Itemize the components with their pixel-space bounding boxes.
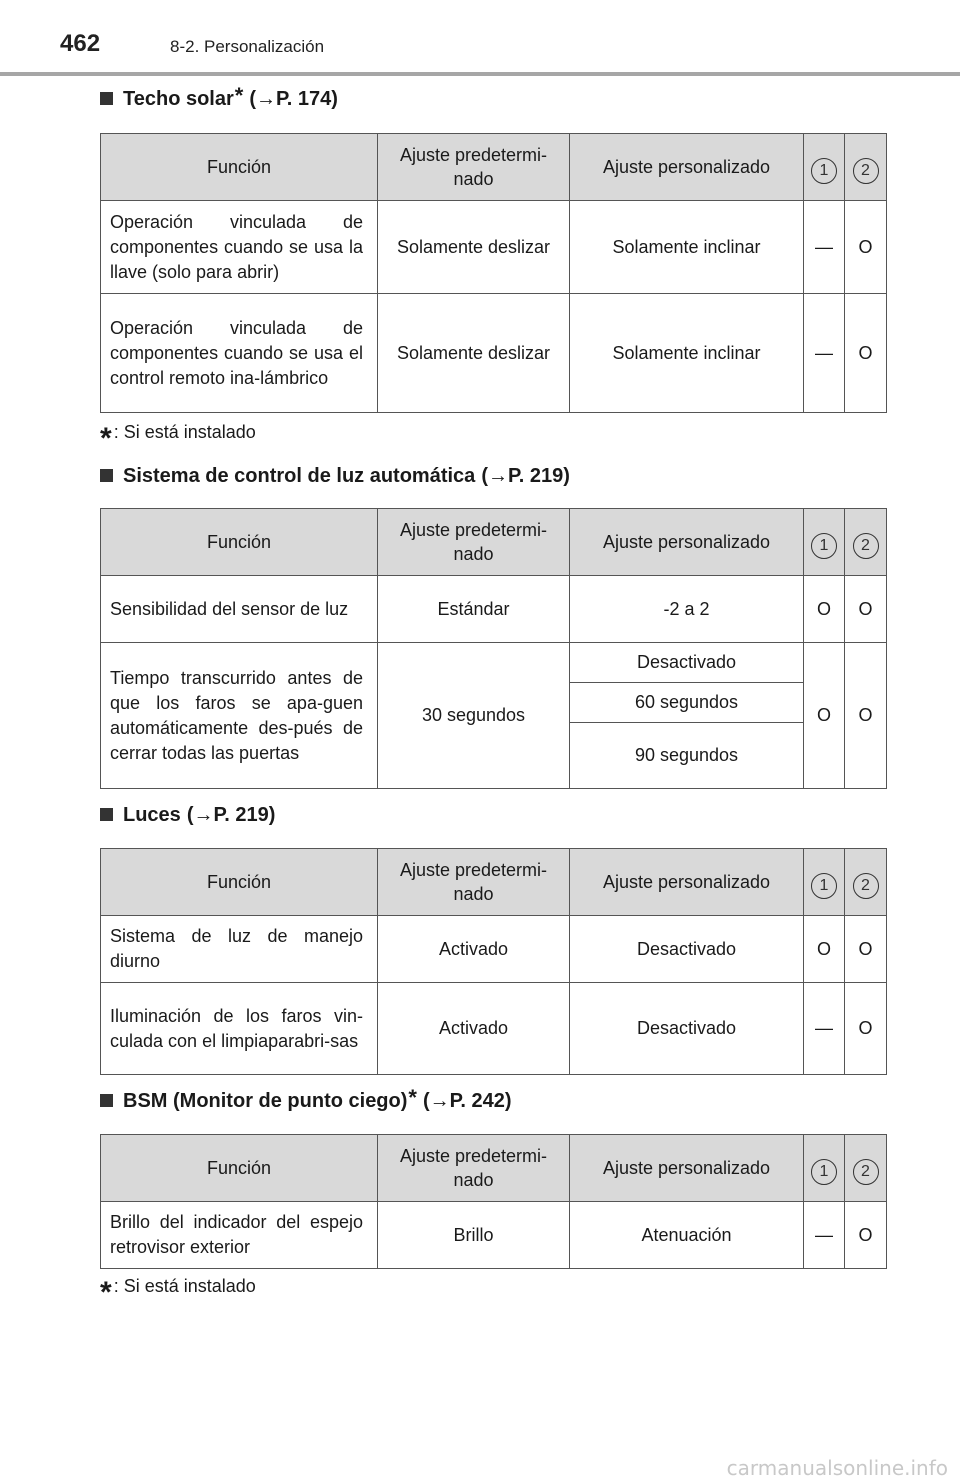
header-col2 <box>845 1135 887 1202</box>
header-col2 <box>845 509 887 576</box>
cell-custom: Desactivado <box>570 916 804 983</box>
settings-table-bsm <box>100 1134 887 1269</box>
section-heading-lights <box>100 804 275 827</box>
cell-custom-option: Desactivado <box>570 643 804 683</box>
square-bullet-icon <box>100 469 113 482</box>
circled-2-icon: 2 <box>853 533 879 559</box>
header-col1 <box>804 849 845 916</box>
table-row <box>101 294 887 413</box>
page-reference: (→P. 219) <box>481 465 570 487</box>
page-reference: (→P. 242) <box>422 1090 512 1112</box>
header-col2 <box>845 849 887 916</box>
cell-custom-option: 90 segundos <box>570 723 804 789</box>
header-col1 <box>804 1135 845 1202</box>
footnote <box>100 1276 256 1310</box>
cell-function: Iluminación de los faros vin-culada con el limpiaparabri-sas <box>101 983 378 1075</box>
table-row <box>101 1202 887 1269</box>
header-default: Ajuste predetermi-nado <box>378 134 570 201</box>
table-header-row <box>101 509 887 576</box>
cell-col2: O <box>845 983 887 1075</box>
table-row <box>101 576 887 643</box>
circled-2-icon: 2 <box>853 158 879 184</box>
header-custom: Ajuste personalizado <box>570 849 804 916</box>
circled-2-icon: 2 <box>853 873 879 899</box>
circled-1-icon: 1 <box>811 1159 837 1185</box>
square-bullet-icon <box>100 92 113 105</box>
header-rule <box>0 72 960 76</box>
asterisk-marker: * <box>100 422 112 455</box>
table-row <box>101 983 887 1075</box>
cell-function: Operación vinculada de componentes cuando se usa la llave (solo para abrir) <box>101 201 378 294</box>
table-row <box>101 916 887 983</box>
cell-default: Activado <box>378 983 570 1075</box>
footnote <box>100 422 256 456</box>
section-title: BSM (Monitor de punto ciego) <box>123 1090 408 1112</box>
cell-col1: — <box>804 294 845 413</box>
page-number: 462 <box>60 30 101 57</box>
cell-function: Sensibilidad del sensor de luz <box>101 576 378 643</box>
cell-col2: O <box>845 294 887 413</box>
cell-custom: Desactivado <box>570 983 804 1075</box>
page-reference: (→P. 174) <box>249 88 338 110</box>
section-title: Techo solar <box>123 88 234 110</box>
cell-function: Sistema de luz de manejo diurno <box>101 916 378 983</box>
header-default: Ajuste predetermi-nado <box>378 509 570 576</box>
cell-custom-option: 60 segundos <box>570 683 804 723</box>
section-heading-auto-light <box>100 465 570 488</box>
header-function: Función <box>101 509 378 576</box>
page-reference: (→P. 219) <box>186 804 276 826</box>
settings-table-auto-light <box>100 508 887 789</box>
header-function: Función <box>101 134 378 201</box>
square-bullet-icon <box>100 1094 113 1107</box>
cell-col1: O <box>804 916 845 983</box>
header-custom: Ajuste personalizado <box>570 134 804 201</box>
cell-function: Operación vinculada de componentes cuando se usa el control remoto ina-lámbrico <box>101 294 378 413</box>
section-title: Luces <box>123 804 181 826</box>
cell-col1: — <box>804 983 845 1075</box>
circled-2-icon: 2 <box>853 1159 879 1185</box>
cell-col1: — <box>804 1202 845 1269</box>
header-default: Ajuste predetermi-nado <box>378 849 570 916</box>
cell-default: Estándar <box>378 576 570 643</box>
cell-default: 30 segundos <box>378 643 570 789</box>
cell-col1: O <box>804 576 845 643</box>
cell-col2: O <box>845 201 887 294</box>
section-heading-bsm: BSM (Monitor de punto ciego) * (→P. 242) <box>100 1090 512 1113</box>
header-function: Función <box>101 849 378 916</box>
table-row <box>101 201 887 294</box>
section-heading-sunroof: Techo solar * (→P. 174) <box>100 88 338 111</box>
cell-col2: O <box>845 576 887 643</box>
settings-table-sunroof <box>100 133 887 413</box>
section-title: Sistema de control de luz automática <box>123 465 476 487</box>
header-col1 <box>804 134 845 201</box>
header-default: Ajuste predetermi-nado <box>378 1135 570 1202</box>
circled-1-icon: 1 <box>811 533 837 559</box>
cell-col2: O <box>845 916 887 983</box>
header-col1 <box>804 509 845 576</box>
table-row <box>101 643 887 683</box>
settings-table-lights <box>100 848 887 1075</box>
cell-custom: Solamente inclinar <box>570 294 804 413</box>
cell-col1: — <box>804 201 845 294</box>
cell-col2: O <box>845 1202 887 1269</box>
circled-1-icon: 1 <box>811 873 837 899</box>
header-function: Función <box>101 1135 378 1202</box>
cell-function: Brillo del indicador del espejo retrovisor exterior <box>101 1202 378 1269</box>
footnote-text: : Si está instalado <box>113 422 256 442</box>
cell-custom: -2 a 2 <box>570 576 804 643</box>
square-bullet-icon <box>100 808 113 821</box>
header-custom: Ajuste personalizado <box>570 509 804 576</box>
watermark-text: carmanualsonline.info <box>726 1456 948 1480</box>
cell-custom: Solamente inclinar <box>570 201 804 294</box>
cell-default: Brillo <box>378 1202 570 1269</box>
cell-col2: O <box>845 643 887 789</box>
cell-default: Solamente deslizar <box>378 201 570 294</box>
section-label: 8-2. Personalización <box>170 37 325 56</box>
cell-default: Activado <box>378 916 570 983</box>
header-custom: Ajuste personalizado <box>570 1135 804 1202</box>
circled-1-icon: 1 <box>811 158 837 184</box>
asterisk-marker: * <box>100 1276 112 1309</box>
page-header <box>0 0 960 78</box>
cell-default: Solamente deslizar <box>378 294 570 413</box>
cell-custom: Atenuación <box>570 1202 804 1269</box>
table-header-row <box>101 1135 887 1202</box>
cell-function: Tiempo transcurrido antes de que los faros se apa-guen automáticamente des-pués de cerrar todas las puertas <box>101 643 378 789</box>
table-header-row <box>101 134 887 201</box>
header-col2 <box>845 134 887 201</box>
table-header-row <box>101 849 887 916</box>
cell-col1: O <box>804 643 845 789</box>
footnote-text: : Si está instalado <box>113 1276 256 1296</box>
